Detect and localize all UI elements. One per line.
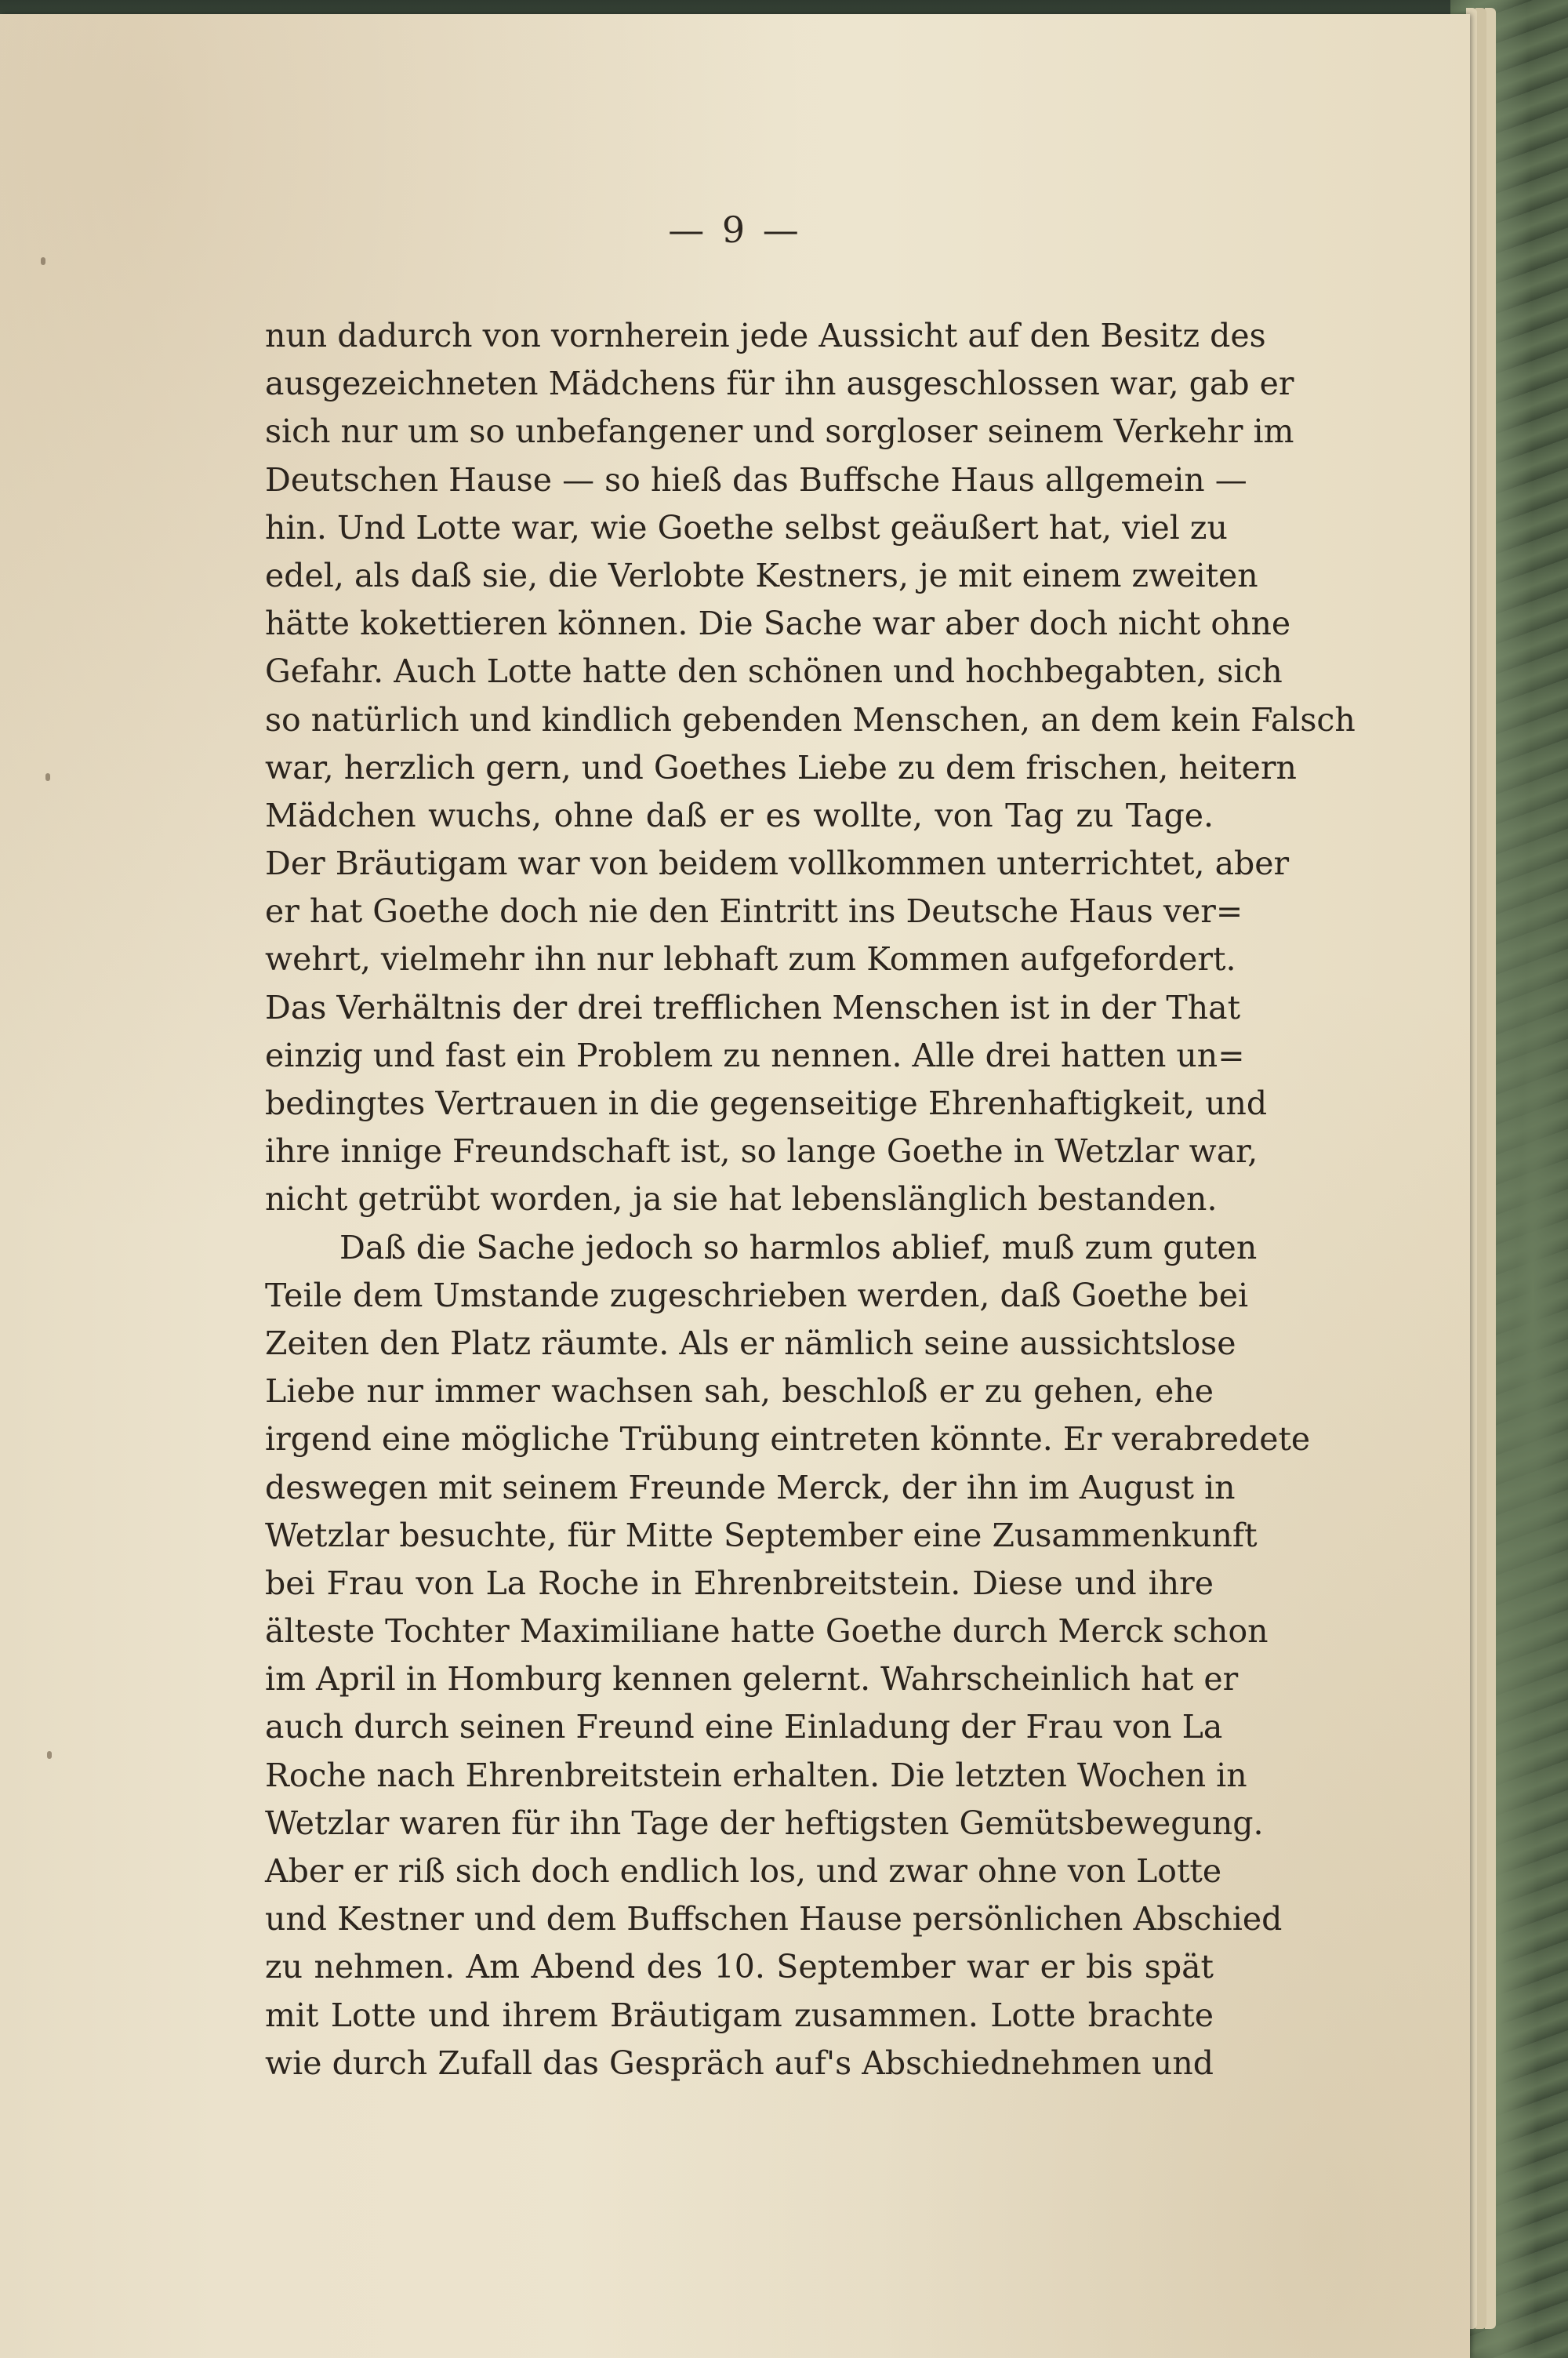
text-line: Wetzlar besuchte, für Mitte September eine Zusammenkunft (265, 1516, 1258, 1554)
text-line: Deutschen Hause — so hieß das Buffsche Haus allgemein — (265, 460, 1247, 499)
text-line: Wetzlar waren für ihn Tage der heftigsten Gemütsbewegung. (265, 1804, 1264, 1842)
text-line: Daß die Sache jedoch so harmlos ablief, muß zum guten (339, 1228, 1258, 1266)
margin-speck (45, 773, 50, 781)
text-line: Liebe nur immer wachsen sah, beschloß er zu gehen, ehe (265, 1372, 1214, 1411)
text-line: älteste Tochter Maximiliane hatte Goethe durch Merck schon (265, 1612, 1269, 1651)
text-line: auch durch seinen Freund eine Einladung der Frau von La (265, 1708, 1223, 1746)
text-line: nicht getrübt worden, ja sie hat lebenslänglich bestanden. (265, 1180, 1218, 1219)
margin-speck (41, 257, 45, 265)
text-line: so natürlich und kindlich gebenden Menschen, an dem kein Falsch (265, 700, 1356, 739)
text-line: Das Verhältnis der drei trefflichen Menschen ist in der That (265, 988, 1241, 1026)
page-number: — 9 — (668, 209, 802, 251)
body-text (265, 312, 1356, 2087)
text-line: und Kestner und dem Buffschen Hause persönlichen Abschied (265, 1900, 1283, 1938)
text-line: Aber er riß sich doch endlich los, und zwar ohne von Lotte (265, 1852, 1222, 1890)
text-line: hätte kokettieren können. Die Sache war aber doch nicht ohne (265, 605, 1291, 643)
margin-speck (47, 1751, 52, 1759)
text-line: wie durch Zufall das Gespräch auf's Abschiednehmen und (265, 2044, 1214, 2082)
text-line: edel, als daß sie, die Verlobte Kestners, je mit einem zweiten (265, 556, 1258, 594)
text-line: einzig und fast ein Problem zu nennen. Alle drei hatten un= (265, 1036, 1245, 1074)
text-line: bedingtes Vertrauen in die gegenseitige Ehrenhaftigkeit, und (265, 1085, 1268, 1122)
text-line: wehrt, vielmehr ihn nur lebhaft zum Kommen aufgefordert. (265, 940, 1236, 979)
text-line: ihre innige Freundschaft ist, so lange Goethe in Wetzlar war, (265, 1132, 1258, 1171)
text-line: Der Bräutigam war von beidem vollkommen unterrichtet, aber (265, 845, 1290, 883)
text-line: sich nur um so unbefangener und sorgloser seinem Verkehr im (265, 412, 1294, 451)
text-line: Gefahr. Auch Lotte hatte den schönen und hochbegabten, sich (265, 652, 1283, 691)
book-page (0, 14, 1470, 2358)
page-stack-edge (1485, 8, 1496, 2329)
text-line: Roche nach Ehrenbreitstein erhalten. Die letzten Wochen in (265, 1756, 1247, 1794)
text-line: hin. Und Lotte war, wie Goethe selbst geäußert hat, viel zu (265, 508, 1228, 547)
text-line: nun dadurch von vornherein jede Aussicht auf den Besitz des (265, 317, 1266, 354)
text-line: ausgezeichneten Mädchens für ihn ausgeschlossen war, gab er (265, 365, 1294, 403)
text-line: irgend eine mögliche Trübung eintreten könnte. Er verabredete (265, 1420, 1311, 1459)
text-line: Mädchen wuchs, ohne daß er es wollte, von Tag zu Tage. (265, 796, 1214, 834)
text-line: bei Frau von La Roche in Ehrenbreitstein. Diese und ihre (265, 1564, 1214, 1602)
text-line: Zeiten den Platz räumte. Als er nämlich seine aussichtslose (265, 1324, 1236, 1362)
page-stack-edge (1475, 8, 1486, 2329)
text-line: war, herzlich gern, und Goethes Liebe zu dem frischen, heitern (265, 748, 1297, 787)
text-line: deswegen mit seinem Freunde Merck, der ihn im August in (265, 1468, 1236, 1506)
text-line: Teile dem Umstande zugeschrieben werden, daß Goethe bei (265, 1276, 1249, 1314)
text-line: im April in Homburg kennen gelernt. Wahrscheinlich hat er (265, 1660, 1239, 1699)
text-line: mit Lotte und ihrem Bräutigam zusammen. Lotte brachte (265, 1996, 1214, 2034)
text-line: er hat Goethe doch nie den Eintritt ins Deutsche Haus ver= (265, 892, 1243, 931)
text-line: zu nehmen. Am Abend des 10. September war er bis spät (265, 1948, 1214, 1986)
